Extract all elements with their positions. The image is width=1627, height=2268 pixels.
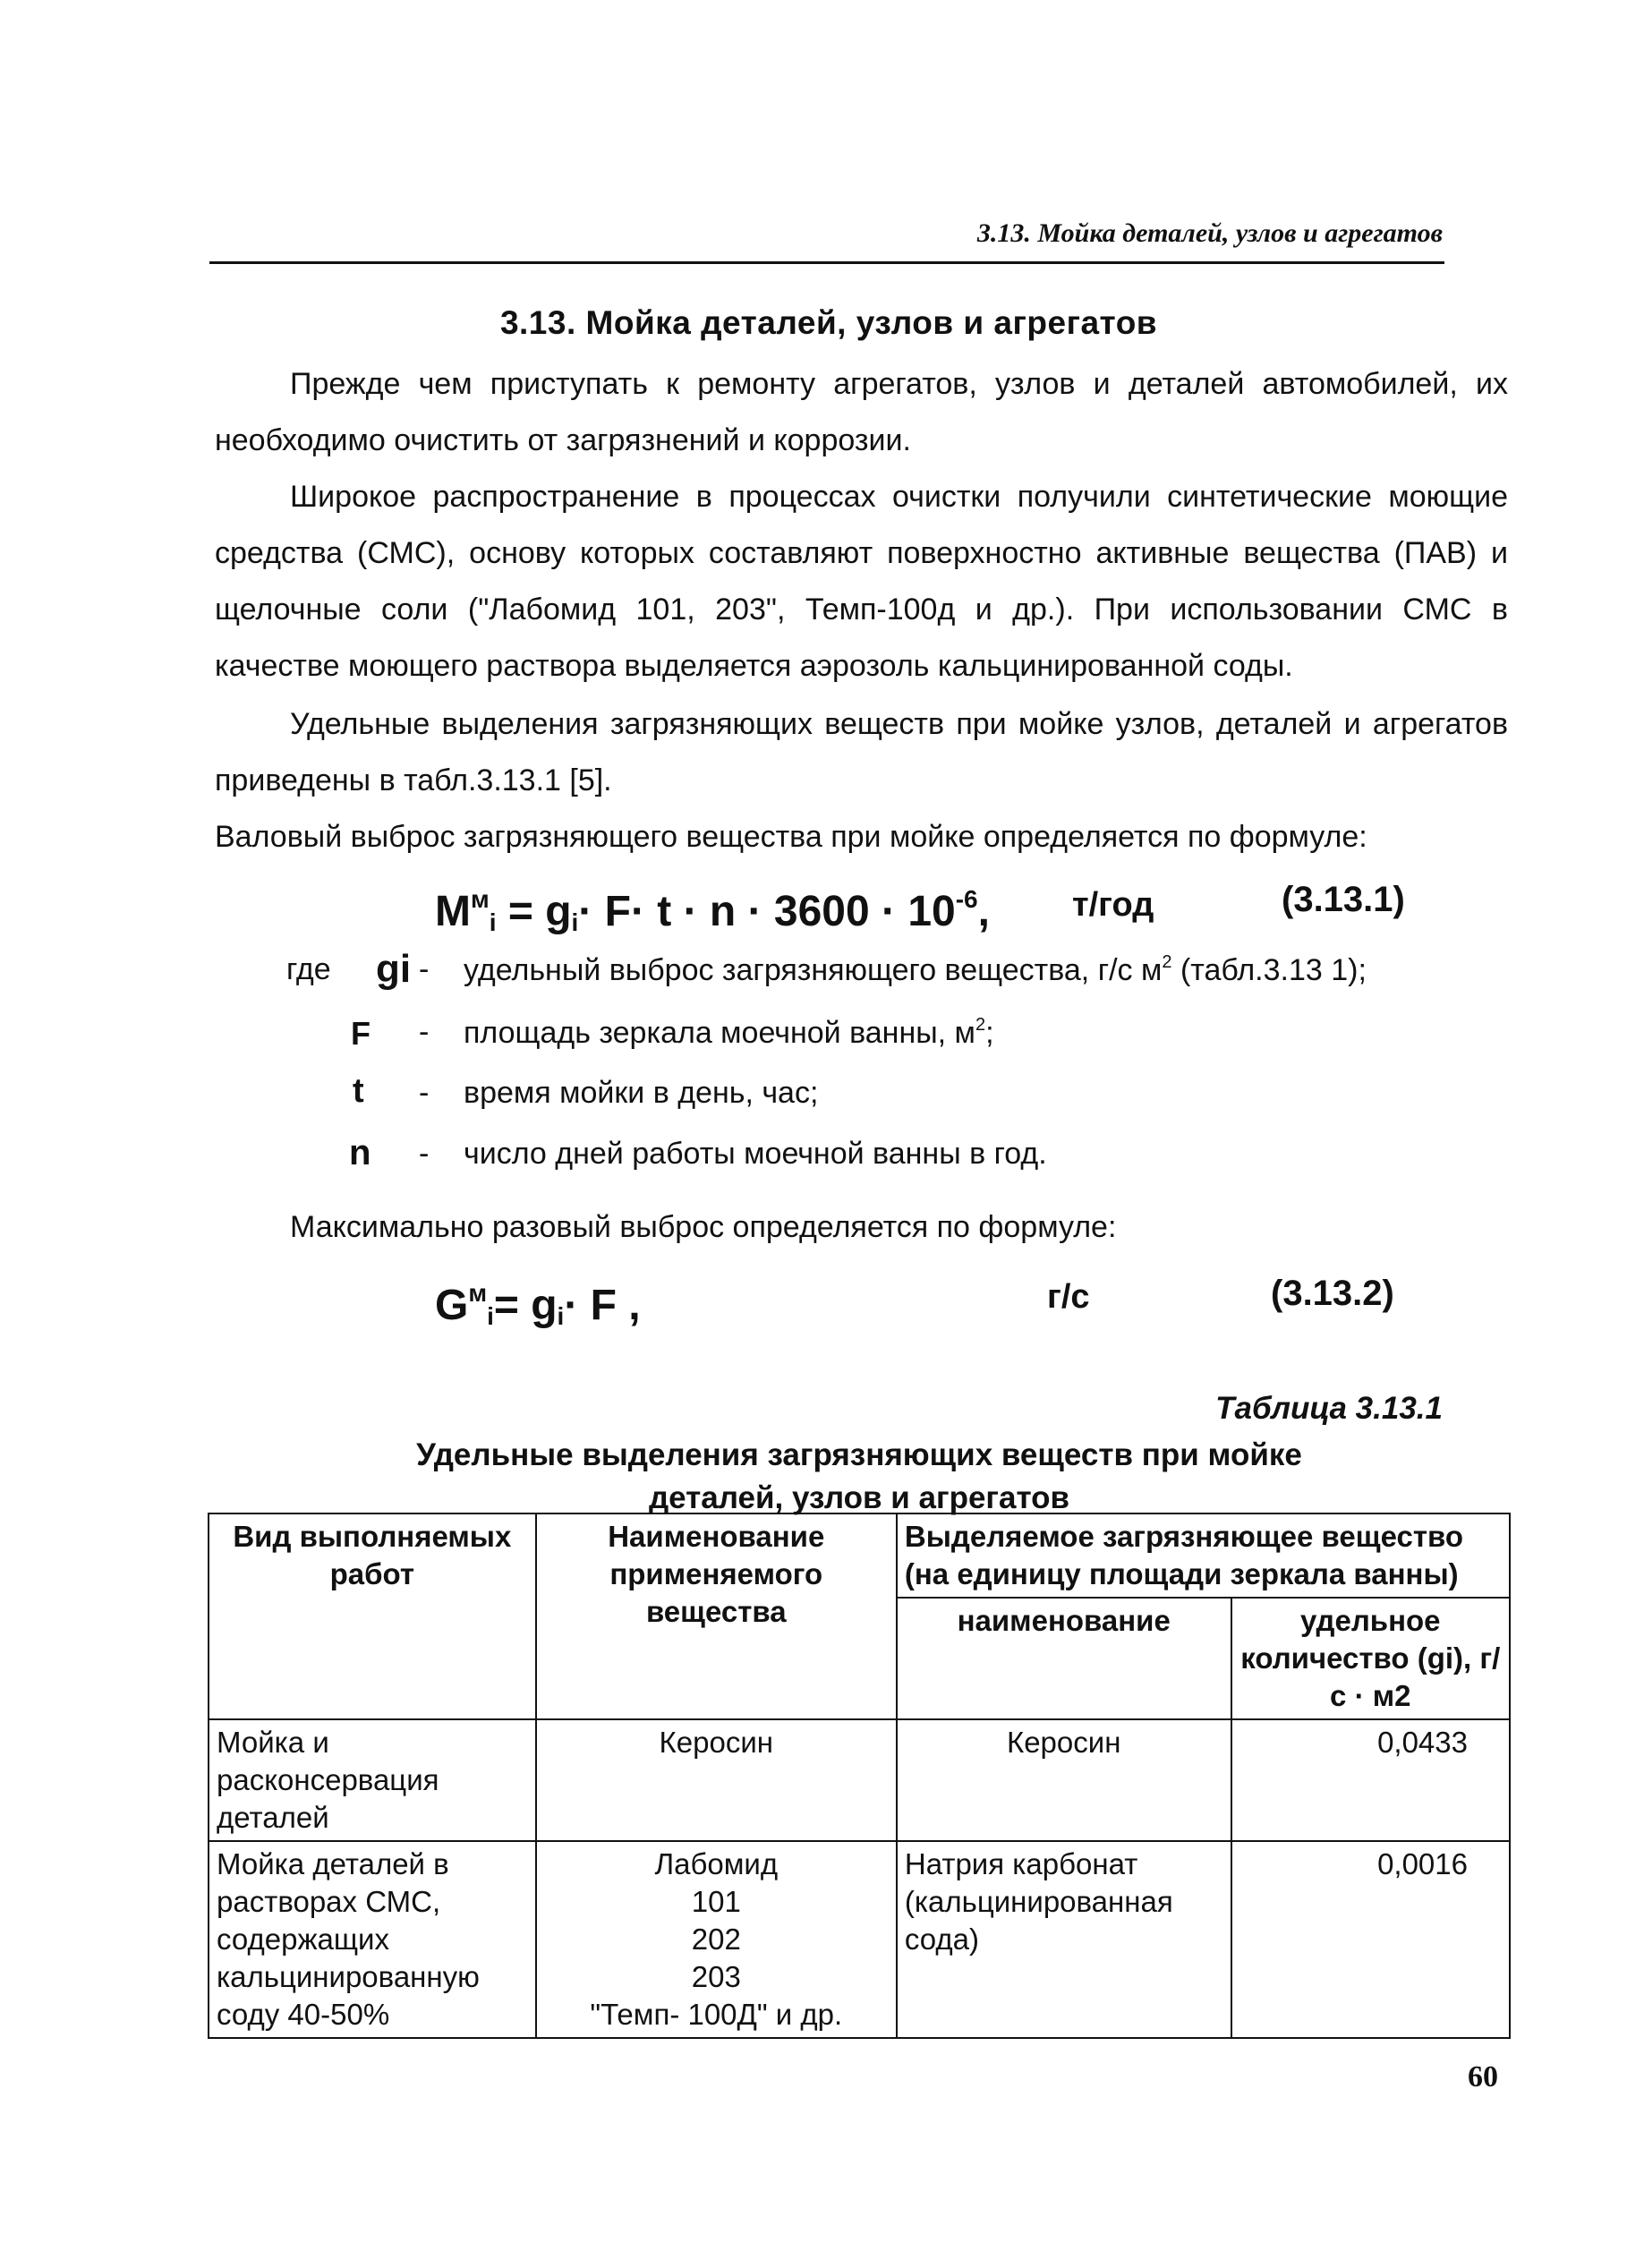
legend-symbol: gi bbox=[376, 947, 412, 991]
legend-item-n bbox=[286, 1131, 1539, 1185]
cell-substance: Лабомид 101 202 203 "Темп- 100Д" и др. bbox=[536, 1841, 897, 2038]
legend-item-t bbox=[286, 1070, 1539, 1124]
cell-work-type: Мойка деталей в растворах СМС, содержащих кальцинированную соду 40-50% bbox=[209, 1841, 536, 2038]
legend-lead: где bbox=[286, 952, 331, 986]
paragraph-sms: Широкое распространение в процессах очистки получили синтетические моющие средства (СМС), основу которых составляют поверхностно активные вещества (ПАВ) и щелочные соли ("Лабомид 101, 203", Темп-100д и др.). При использовании СМС в качестве моющего раствора выделяется аэрозоль кальцинированной соды. bbox=[215, 480, 1508, 683]
paragraph-table-ref: Удельные выделения загрязняющих веществ при мойке узлов, деталей и агрегатов приведены в табл.3.13.1 [5]. bbox=[215, 707, 1508, 797]
legend-dash: - bbox=[419, 952, 430, 986]
cell-amount: 0,0433 bbox=[1231, 1719, 1510, 1841]
legend-item-gi bbox=[286, 947, 1539, 1001]
legend-description: площадь зеркала моечной ванны, $м^2$; bbox=[464, 1015, 994, 1050]
legend-dash: - bbox=[419, 1076, 430, 1110]
header-pollutant-group: Выделяемое загрязняющее вещество (на единицу площади зеркала ванны) bbox=[897, 1513, 1510, 1598]
legend-description: удельный выброс загрязняющего вещества, г/с $м^2$ (табл.3.13 1); bbox=[464, 952, 1367, 987]
header-work-type: Вид выполняемых работ bbox=[209, 1513, 536, 1719]
header-rule bbox=[209, 261, 1444, 264]
paragraph-gross-emission: Валовый выброс загрязняющего вещества при мойке определяется по формуле: bbox=[215, 820, 1367, 854]
formula-gross-number: (3.13.1) bbox=[1282, 880, 1405, 919]
table-title: Удельные выделения загрязняющих веществ при мойке деталей, узлов и агрегатов bbox=[416, 1437, 1302, 1515]
table-row bbox=[209, 1719, 1510, 1841]
legend-dash: - bbox=[419, 1137, 430, 1171]
cell-substance: Керосин bbox=[536, 1719, 897, 1841]
paragraph-max-emission: Максимально разовый выброс определяется по формуле: bbox=[290, 1210, 1117, 1244]
header-specific-amount: удельное количество (gi), г/с · м2 bbox=[1231, 1598, 1510, 1719]
cell-pollutant: Натрия карбонат (кальцинированная сода) bbox=[897, 1841, 1231, 2038]
paragraph-intro: Прежде чем приступать к ремонту агрегатов, узлов и деталей автомобилей, их необходимо очистить от загрязнений и коррозии. bbox=[215, 367, 1508, 457]
legend-symbol: F bbox=[351, 1015, 371, 1052]
cell-work-type: Мойка и расконсервация деталей bbox=[209, 1719, 536, 1841]
legend-description: число дней работы моечной ванны в год. bbox=[464, 1137, 1047, 1171]
page-number: 60 bbox=[1468, 2060, 1498, 2093]
header-substance: Наименование применяемого вещества bbox=[536, 1513, 897, 1719]
section-title: 3.13. Мойка деталей, узлов и агрегатов bbox=[499, 304, 1158, 341]
legend-dash: - bbox=[419, 1015, 430, 1049]
legend-symbol: t bbox=[353, 1072, 364, 1110]
cell-amount: 0,0016 bbox=[1231, 1841, 1510, 2038]
formula-gross-emission: $M^м_i = g_i\cdot F\cdot t \cdot n \cdot 3600 \cdot 10^{-6}$, bbox=[435, 885, 990, 936]
formula-max-emission: $G^м_i= g_i\cdot F$ , bbox=[435, 1279, 641, 1330]
legend-item-f bbox=[286, 1010, 1539, 1063]
emissions-table bbox=[208, 1513, 1511, 2039]
table-caption: Таблица 3.13.1 bbox=[1215, 1391, 1443, 1426]
table-row bbox=[209, 1841, 1510, 2038]
running-head: 3.13. Мойка деталей, узлов и агрегатов bbox=[976, 218, 1443, 248]
formula-gross-unit: т/год bbox=[1072, 886, 1154, 924]
formula-max-unit: г/с bbox=[1047, 1278, 1090, 1316]
legend-symbol: n bbox=[349, 1133, 371, 1172]
legend-description: время мойки в день, час; bbox=[464, 1076, 819, 1110]
header-pollutant-name: наименование bbox=[897, 1598, 1231, 1719]
cell-pollutant: Керосин bbox=[897, 1719, 1231, 1841]
table-header-row bbox=[209, 1513, 1510, 1598]
formula-max-number: (3.13.2) bbox=[1271, 1274, 1394, 1313]
